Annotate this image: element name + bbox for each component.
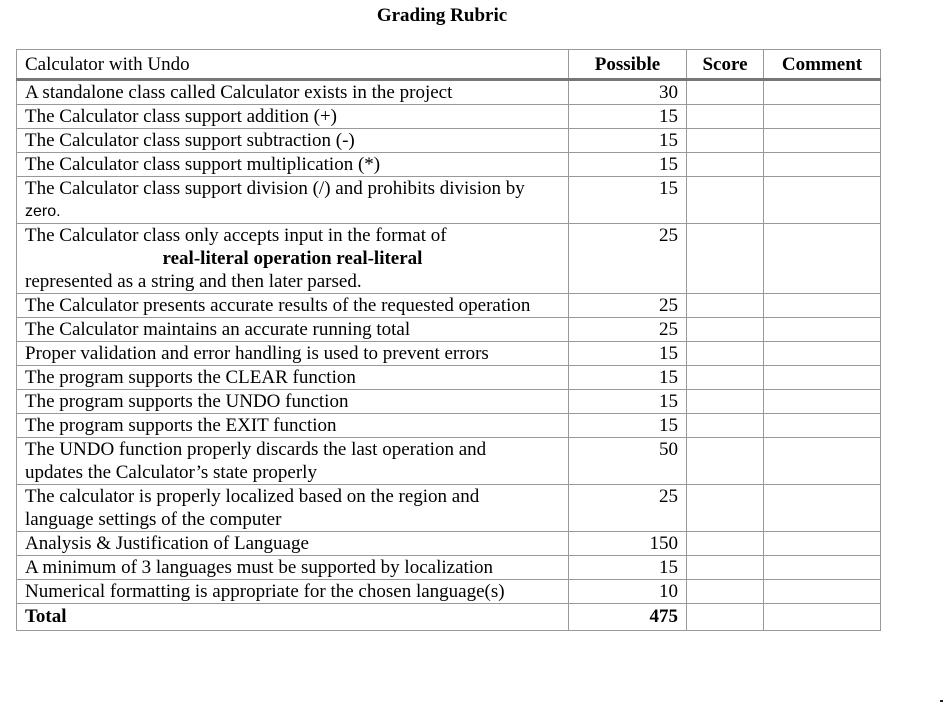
criterion-text: The Calculator presents accurate results of the requested operation — [17, 294, 569, 318]
table-row — [17, 105, 881, 129]
total-label: Total — [17, 604, 569, 631]
score-header: Score — [687, 50, 764, 80]
comment-cell[interactable] — [764, 105, 881, 129]
comment-cell[interactable] — [764, 366, 881, 390]
possible-points: 10 — [569, 580, 687, 604]
page-edge-mark — [940, 700, 943, 702]
table-row — [17, 153, 881, 177]
possible-points: 15 — [569, 177, 687, 224]
possible-points: 15 — [569, 153, 687, 177]
table-row — [17, 366, 881, 390]
score-cell[interactable] — [687, 153, 764, 177]
possible-points: 25 — [569, 294, 687, 318]
possible-points: 15 — [569, 366, 687, 390]
comment-cell[interactable] — [764, 556, 881, 580]
criterion-cell — [17, 177, 569, 224]
grading-rubric-table — [16, 49, 881, 631]
score-cell[interactable] — [687, 438, 764, 485]
criterion-cell — [17, 438, 569, 485]
score-cell[interactable] — [687, 556, 764, 580]
criterion-text: The Calculator class support multiplication (*) — [17, 153, 569, 177]
score-cell[interactable] — [687, 366, 764, 390]
table-row — [17, 224, 881, 294]
possible-points: 15 — [569, 129, 687, 153]
possible-points: 15 — [569, 390, 687, 414]
score-cell[interactable] — [687, 224, 764, 294]
total-row — [17, 604, 881, 631]
criterion-text-continued: language settings of the computer — [25, 509, 282, 530]
criterion-text: The Calculator class support division (/) and prohibits division by — [25, 178, 525, 199]
table-row — [17, 129, 881, 153]
score-cell[interactable] — [687, 390, 764, 414]
comment-cell[interactable] — [764, 318, 881, 342]
comment-header: Comment — [764, 50, 881, 80]
criterion-text-continued: represented as a string and then later parsed. — [25, 271, 362, 292]
criterion-text-continued: zero. — [25, 203, 61, 220]
criterion-text: The program supports the EXIT function — [17, 414, 569, 438]
header-row — [17, 50, 881, 80]
table-row — [17, 580, 881, 604]
criterion-text-continued: updates the Calculator’s state properly — [25, 462, 317, 483]
table-row — [17, 532, 881, 556]
table-row — [17, 80, 881, 105]
table-row — [17, 318, 881, 342]
criteria-header: Calculator with Undo — [17, 50, 569, 80]
possible-points: 150 — [569, 532, 687, 556]
criterion-cell — [17, 485, 569, 532]
criterion-text: The calculator is properly localized based on the region and — [25, 486, 480, 507]
comment-cell[interactable] — [764, 224, 881, 294]
input-format-text: real-literal operation real-literal — [162, 248, 423, 269]
comment-cell[interactable] — [764, 414, 881, 438]
table-row — [17, 556, 881, 580]
criterion-text: The program supports the CLEAR function — [17, 366, 569, 390]
criterion-text: The program supports the UNDO function — [17, 390, 569, 414]
possible-points: 25 — [569, 318, 687, 342]
score-cell[interactable] — [687, 294, 764, 318]
possible-header: Possible — [569, 50, 687, 80]
possible-points: 15 — [569, 414, 687, 438]
criterion-text: Analysis & Justification of Language — [17, 532, 569, 556]
criterion-text: Numerical formatting is appropriate for the chosen language(s) — [17, 580, 569, 604]
possible-points: 25 — [569, 485, 687, 532]
score-cell[interactable] — [687, 342, 764, 366]
comment-cell[interactable] — [764, 153, 881, 177]
table-row — [17, 294, 881, 318]
possible-points: 25 — [569, 224, 687, 294]
table-row — [17, 342, 881, 366]
criterion-text: The Calculator maintains an accurate running total — [17, 318, 569, 342]
comment-cell[interactable] — [764, 80, 881, 105]
criterion-cell — [17, 224, 569, 294]
table-row — [17, 414, 881, 438]
possible-points: 15 — [569, 342, 687, 366]
score-cell[interactable] — [687, 105, 764, 129]
comment-cell[interactable] — [764, 390, 881, 414]
criterion-text: A standalone class called Calculator exists in the project — [17, 80, 569, 105]
comment-cell[interactable] — [764, 580, 881, 604]
possible-points: 30 — [569, 80, 687, 105]
possible-points: 15 — [569, 556, 687, 580]
criterion-text: A minimum of 3 languages must be supported by localization — [17, 556, 569, 580]
total-comment-cell[interactable] — [764, 604, 881, 631]
criterion-text: The Calculator class only accepts input in the format of — [25, 225, 447, 246]
total-score-cell[interactable] — [687, 604, 764, 631]
total-points: 475 — [569, 604, 687, 631]
score-cell[interactable] — [687, 532, 764, 556]
criterion-text: The UNDO function properly discards the last operation and — [25, 439, 487, 460]
table-row — [17, 485, 881, 532]
comment-cell[interactable] — [764, 129, 881, 153]
score-cell[interactable] — [687, 80, 764, 105]
score-cell[interactable] — [687, 318, 764, 342]
score-cell[interactable] — [687, 485, 764, 532]
possible-points: 50 — [569, 438, 687, 485]
score-cell[interactable] — [687, 580, 764, 604]
criterion-text: The Calculator class support subtraction (-) — [17, 129, 569, 153]
table-row — [17, 390, 881, 414]
page-title: Grading Rubric — [376, 5, 508, 26]
criterion-text: The Calculator class support addition (+) — [17, 105, 569, 129]
table-row — [17, 177, 881, 224]
comment-cell[interactable] — [764, 177, 881, 224]
comment-cell[interactable] — [764, 532, 881, 556]
comment-cell[interactable] — [764, 438, 881, 485]
comment-cell[interactable] — [764, 485, 881, 532]
possible-points: 15 — [569, 105, 687, 129]
score-cell[interactable] — [687, 414, 764, 438]
table-row — [17, 438, 881, 485]
score-cell[interactable] — [687, 177, 764, 224]
criterion-text: Proper validation and error handling is used to prevent errors — [17, 342, 569, 366]
comment-cell[interactable] — [764, 294, 881, 318]
score-cell[interactable] — [687, 129, 764, 153]
comment-cell[interactable] — [764, 342, 881, 366]
